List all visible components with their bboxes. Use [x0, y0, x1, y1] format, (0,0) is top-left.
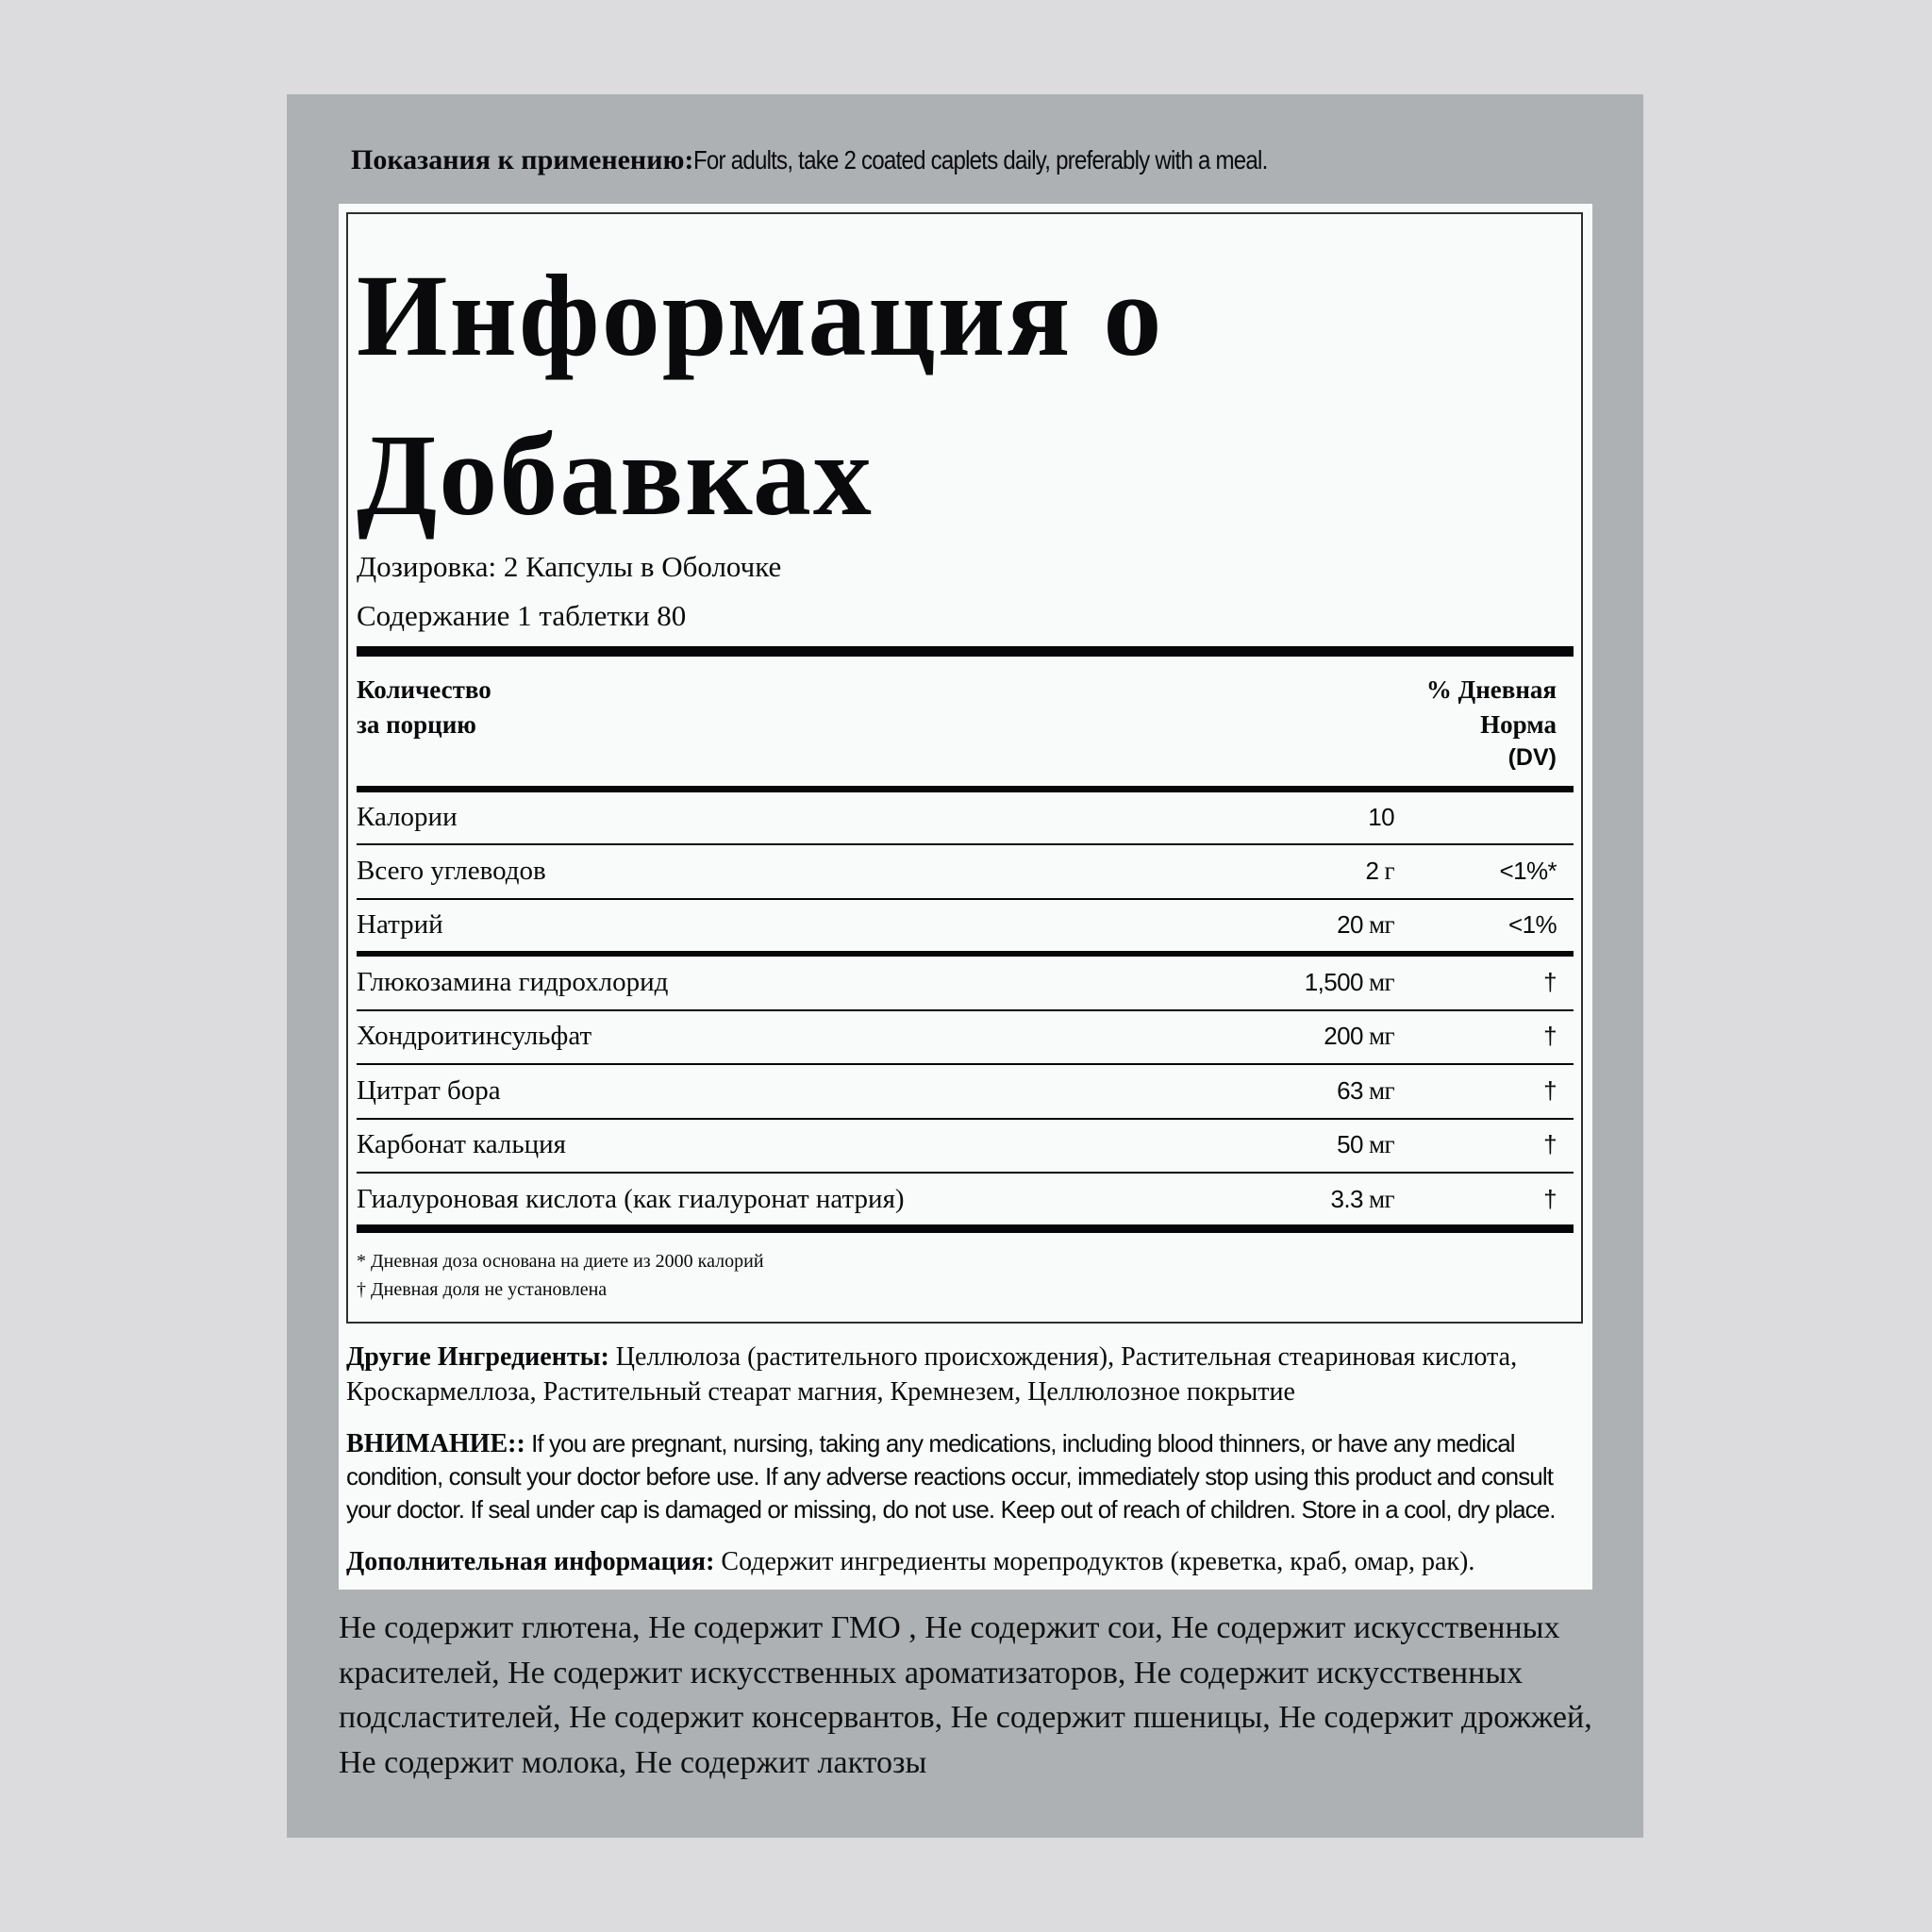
amount-unit: мг	[1362, 1130, 1394, 1158]
row-divider	[357, 1172, 1574, 1174]
nutrient-name: Всего углеводов	[357, 856, 546, 886]
warning	[346, 1427, 1582, 1526]
amount-unit: мг	[1362, 968, 1394, 996]
facts-title	[357, 236, 1163, 555]
amount-unit: мг	[1362, 1022, 1394, 1050]
thick-rule	[357, 786, 1574, 792]
other-ingredients-label: Другие Ингредиенты:	[346, 1342, 609, 1372]
dagger-icon: †	[1543, 1022, 1557, 1050]
amount-unit: г	[1378, 857, 1394, 885]
amount-value: 2	[1365, 857, 1379, 885]
warning-label: ВНИМАНИЕ::	[346, 1429, 525, 1458]
directions-text: For adults, take 2 coated caplets daily, preferably with a meal.	[693, 145, 1268, 175]
nutrient-dv: <1%	[1508, 910, 1557, 939]
nutrient-dv: <1%*	[1499, 857, 1557, 885]
serving-size: Дозировка: 2 Капсулы в Оболочке	[357, 550, 782, 583]
free-from-statement: Не содержит глютена, Не содержит ГМО , Не содержит сои, Не содержит искусственных красителей, Не содержит искусственных ароматизаторов, Не содержит искусственных подсластителей, Не содержит консервантов, Не содержит пшеницы, Не содержит дрожжей, Не содержит молока, Не содержит лактозы	[339, 1610, 1592, 1780]
footnote-daily-value: * Дневная доза основана на диете из 2000 калорий	[357, 1251, 764, 1272]
thick-rule	[357, 1224, 1574, 1233]
dagger-icon: †	[1543, 1076, 1557, 1105]
row-divider	[357, 843, 1574, 845]
amount-header-line1: Количество	[357, 675, 491, 704]
dv-header-line3: (DV)	[1507, 744, 1557, 771]
servings-per-container: Содержание 1 таблетки 80	[357, 599, 687, 632]
nutrient-amount	[1368, 798, 1394, 836]
other-ingredients	[346, 1340, 1582, 1409]
amount-unit: мг	[1362, 910, 1394, 939]
amount-value: 50	[1337, 1130, 1363, 1158]
ingredient-amount	[1337, 1072, 1394, 1109]
ingredient-name: Цитрат бора	[357, 1075, 501, 1106]
ingredient-name: Гиалуроновая кислота (как гиалуронат натрия)	[357, 1184, 905, 1214]
facts-title-line2: Добавках	[357, 410, 874, 540]
amount-unit: мг	[1362, 1185, 1394, 1213]
ingredient-name: Карбонат кальция	[357, 1129, 567, 1159]
amount-value: 3.3	[1330, 1185, 1363, 1213]
amount-value: 20	[1337, 910, 1363, 939]
directions-label: Показания к применению:	[351, 144, 694, 175]
thick-rule	[357, 951, 1574, 957]
ingredient-amount	[1305, 963, 1394, 1001]
thick-rule	[357, 646, 1574, 657]
warning-text: If you are pregnant, nursing, taking any medications, including blood thinners, or have any medical condition, consult your doctor before use. If any adverse reactions occur, immediately stop using this product and consult your doctor. If seal under cap is damaged or missing, do not use. Keep out of reach of children. Store in a cool, dry place.	[346, 1429, 1556, 1524]
footnote-dv-not-established: † Дневная доля не установлена	[357, 1279, 608, 1300]
ingredient-amount	[1324, 1017, 1394, 1055]
ingredient-name: Глюкозамина гидрохлорид	[357, 967, 669, 997]
nutrient-name: Натрий	[357, 909, 443, 940]
amount-unit: мг	[1362, 1076, 1394, 1105]
nutrient-amount	[1366, 852, 1395, 890]
dagger-icon: †	[1543, 1130, 1557, 1158]
amount-value: 1,500	[1304, 968, 1363, 996]
dagger-icon: †	[1543, 1185, 1557, 1213]
other-ingredients-text: Целлюлоза (растительного происхождения), Растительная стеариновая кислота, Кроскармеллоза, Растительный стеарат магния, Кремнезем, Целлюлозное покрытие	[346, 1342, 1518, 1407]
row-divider	[357, 1009, 1574, 1011]
amount-value: 200	[1324, 1022, 1363, 1050]
additional-info-text: Содержит ингредиенты морепродуктов (креветка, краб, омар, рак).	[714, 1547, 1475, 1576]
additional-info-label: Дополнительная информация:	[346, 1547, 715, 1576]
row-divider	[357, 898, 1574, 900]
ingredient-name: Хондроитинсульфат	[357, 1021, 592, 1051]
amount-value: 63	[1337, 1076, 1363, 1105]
nutrient-name: Калории	[357, 802, 458, 832]
facts-title-line1: Информация о	[357, 251, 1164, 380]
nutrient-amount	[1337, 906, 1394, 943]
dv-header-line1: % Дневная	[1425, 675, 1557, 704]
ingredient-amount	[1337, 1125, 1394, 1163]
amount-header-line2: за порцию	[357, 710, 476, 739]
dv-header-line2: Норма	[1480, 710, 1557, 739]
amount-value: 10	[1368, 803, 1394, 831]
directions	[351, 143, 1361, 177]
row-divider	[357, 1063, 1574, 1065]
row-divider	[357, 1118, 1574, 1120]
ingredient-amount	[1331, 1180, 1394, 1218]
additional-info	[346, 1544, 1582, 1579]
dagger-icon: †	[1543, 968, 1557, 996]
